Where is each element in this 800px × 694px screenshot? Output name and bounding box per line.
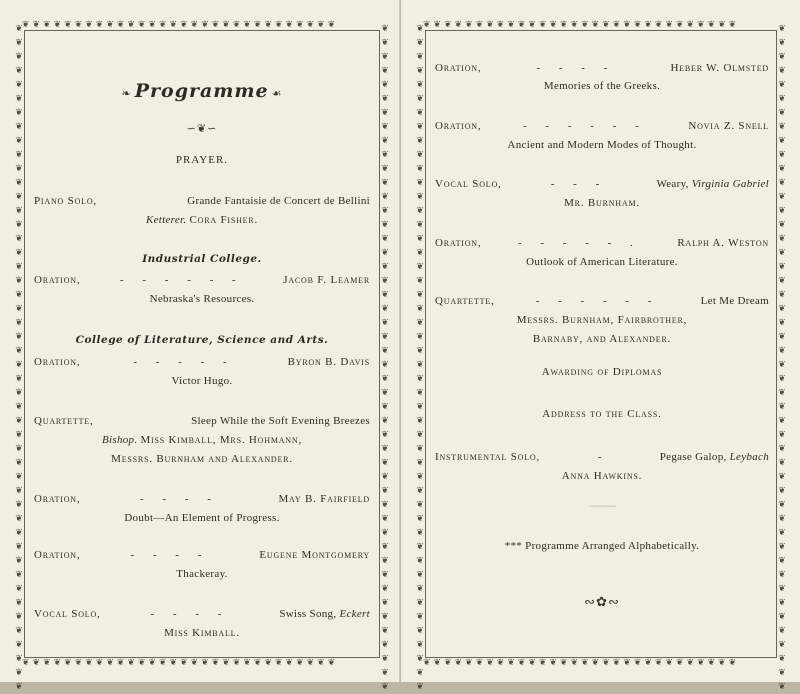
oration-label: Oration,	[34, 274, 81, 286]
section-literature-science-arts: College of Literature, Science and Arts.	[75, 334, 329, 346]
quartette-performers-1: Messrs. Burnham, Fairbrother,	[516, 314, 688, 326]
title-flourish-right-icon: ☙	[271, 88, 283, 100]
awarding-of-diplomas: Awarding of Diplomas	[541, 366, 663, 378]
instrumental-composer: Leybach	[729, 451, 769, 463]
prayer-item: PRAYER.	[175, 154, 229, 166]
orator-name: Byron B. Davis	[287, 356, 370, 368]
piano-solo-label: Piano Solo,	[34, 195, 97, 207]
vocal-piece-wrap	[656, 178, 769, 190]
left-vine-border-left: ❦❦❦❦❦❦❦❦❦❦❦❦❦❦❦❦❦❦❦❦❦❦❦❦❦❦❦❦❦❦❦❦❦❦❦❦❦❦❦❦❦❦❦❦❦❦❦❦	[15, 24, 23, 692]
oration-montgomery	[34, 549, 370, 561]
oration-subject: Nebraska's Resources.	[149, 293, 255, 305]
leader-dashes: - - - - - .	[517, 237, 641, 249]
end-flourish-icon: ∾✿∾	[584, 594, 620, 609]
oration-label: Oration,	[435, 62, 482, 74]
oration-olmsted	[435, 62, 769, 74]
quartette-label: Quartette,	[435, 295, 495, 307]
leader-dashes: - - - - - -	[535, 295, 660, 307]
programme-heading	[34, 80, 370, 102]
instrumental-performer: Anna Hawkins.	[561, 470, 643, 482]
right-vine-border-top: ❦❦❦❦❦❦❦❦❦❦❦❦❦❦❦❦❦❦❦❦❦❦❦❦❦❦❦❦❦❦	[423, 20, 740, 30]
leader-dashes: - - - -	[139, 493, 219, 505]
instrumental-piece: Pegase Galop,	[659, 451, 727, 463]
instrumental-solo-label: Instrumental Solo,	[435, 451, 541, 463]
oration-subject: Ancient and Modern Modes of Thought.	[507, 139, 697, 151]
left-vine-border-right: ❦❦❦❦❦❦❦❦❦❦❦❦❦❦❦❦❦❦❦❦❦❦❦❦❦❦❦❦❦❦❦❦❦❦❦❦❦❦❦❦❦❦❦❦❦❦❦❦	[381, 24, 389, 692]
orator-name: Eugene Montgomery	[259, 549, 370, 561]
leader-dashes: - - - - -	[133, 356, 235, 368]
left-page-content	[34, 38, 370, 650]
right-page	[401, 0, 800, 692]
small-ornament-icon: ∽❦∽	[186, 123, 218, 135]
leader-dashes: - - -	[550, 178, 608, 190]
oration-subject: Thackeray.	[176, 568, 228, 580]
left-vine-border-top: ❦❦❦❦❦❦❦❦❦❦❦❦❦❦❦❦❦❦❦❦❦❦❦❦❦❦❦❦❦❦	[22, 20, 339, 30]
instrumental-solo-item	[435, 451, 769, 463]
right-vine-border-right: ❦❦❦❦❦❦❦❦❦❦❦❦❦❦❦❦❦❦❦❦❦❦❦❦❦❦❦❦❦❦❦❦❦❦❦❦❦❦❦❦❦❦❦❦❦❦❦❦	[778, 24, 786, 692]
oration-label: Oration,	[435, 237, 482, 249]
vocal-performer: Mr. Burnham.	[564, 197, 640, 209]
orator-name: Heber W. Olmsted	[670, 62, 769, 74]
leader-dashes: - - - -	[536, 62, 616, 74]
leader-dashes: - - - -	[150, 608, 230, 620]
orator-name: Novia Z. Snell	[688, 120, 769, 132]
programme-note: *** Programme Arranged Alphabetically.	[504, 540, 700, 552]
oration-label: Oration,	[435, 120, 482, 132]
oration-subject: Doubt—An Element of Progress.	[124, 512, 280, 524]
leader-dashes: - - - - - -	[119, 274, 244, 286]
piano-composer: Ketterer.	[145, 214, 187, 226]
vocal-solo-item	[34, 608, 370, 620]
vocal-piece-wrap	[279, 608, 370, 620]
piano-solo-piece: Grande Fantaisie de Concert de Bellini	[187, 195, 370, 207]
quartette-credits-1	[34, 434, 370, 446]
oration-fairfield	[34, 493, 370, 505]
vocal-solo-label: Vocal Solo,	[34, 608, 101, 620]
piano-solo-credits	[34, 214, 370, 226]
quartette-piece: Sleep While the Soft Evening Breezes	[191, 415, 370, 427]
quartette-performers: Miss Kimball, Mrs. Hohmann,	[140, 434, 303, 446]
piano-solo-item	[34, 195, 370, 207]
piano-performer: Cora Fisher.	[189, 214, 259, 226]
right-page-content	[435, 38, 769, 650]
oration-subject: Victor Hugo.	[171, 375, 233, 387]
left-page	[0, 0, 400, 692]
vocal-piece: Swiss Song,	[279, 608, 337, 620]
quartette-item	[34, 415, 370, 427]
address-to-class: Address to the Class.	[542, 408, 662, 420]
right-vine-border-bottom: ❦❦❦❦❦❦❦❦❦❦❦❦❦❦❦❦❦❦❦❦❦❦❦❦❦❦❦❦❦❦	[423, 658, 740, 668]
vocal-solo-label: Vocal Solo,	[435, 178, 502, 190]
oration-weston	[435, 237, 769, 249]
section-industrial-college: Industrial College.	[142, 253, 262, 265]
left-vine-border-bottom: ❦❦❦❦❦❦❦❦❦❦❦❦❦❦❦❦❦❦❦❦❦❦❦❦❦❦❦❦❦❦	[22, 658, 339, 668]
oration-label: Oration,	[34, 493, 81, 505]
vocal-piece: Weary,	[656, 178, 689, 190]
oration-snell	[435, 120, 769, 132]
oration-label: Oration,	[34, 356, 81, 368]
quartette-composer: Bishop.	[101, 434, 138, 446]
oration-leamer	[34, 274, 370, 286]
orator-name: May B. Fairfield	[278, 493, 370, 505]
leader-dashes: - - - - - -	[523, 120, 647, 132]
instrumental-piece-wrap	[660, 451, 769, 463]
vocal-performer: Miss Kimball.	[164, 627, 240, 639]
oration-subject: Outlook of American Literature.	[526, 256, 678, 268]
page-title: Programme	[134, 80, 269, 102]
leader-dashes: - - - -	[130, 549, 210, 561]
separator-rule: ~~~~~~~~	[588, 502, 616, 511]
quartette-label: Quartette,	[34, 415, 94, 427]
oration-label: Oration,	[34, 549, 81, 561]
quartette-credits-2: Messrs. Burnham and Alexander.	[111, 453, 293, 465]
orator-name: Jacob F. Leamer	[283, 274, 370, 286]
oration-davis	[34, 356, 370, 368]
vocal-composer: Virginia Gabriel	[691, 178, 769, 190]
quartette-item	[435, 295, 769, 307]
title-flourish-left-icon: ❧	[121, 88, 132, 100]
vocal-composer: Eckert	[339, 608, 370, 620]
orator-name: Ralph A. Weston	[677, 237, 769, 249]
oration-subject: Memories of the Greeks.	[543, 80, 661, 92]
right-vine-border-left: ❦❦❦❦❦❦❦❦❦❦❦❦❦❦❦❦❦❦❦❦❦❦❦❦❦❦❦❦❦❦❦❦❦❦❦❦❦❦❦❦❦❦❦❦❦❦❦❦	[416, 24, 424, 692]
leader-dashes: -	[597, 451, 602, 463]
quartette-piece: Let Me Dream	[700, 295, 769, 307]
vocal-solo-item	[435, 178, 769, 190]
quartette-performers-2: Barnaby, and Alexander.	[532, 333, 672, 345]
